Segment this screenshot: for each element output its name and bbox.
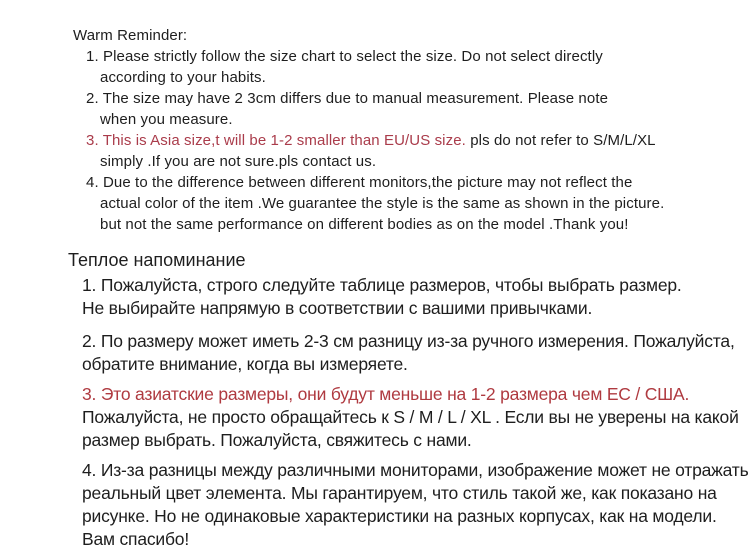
ru-item4-line3: рисунке. Но не одинаковые характеристики на разных корпусах, как на модели. xyxy=(82,506,717,526)
en-item3-red-text: 3. This is Asia size,t will be 1-2 smaller than EU/US size. xyxy=(86,132,466,149)
ru-item4-line1: 4. Из-за разницы между различными мониторами, изображение может не отражать xyxy=(82,460,749,480)
ru-item2-line1: 2. По размеру может иметь 2-3 см разницу из-за ручного измерения. Пожалуйста, xyxy=(82,331,735,351)
english-title: Warm Reminder: xyxy=(73,27,188,44)
ru-item1-line2: Не выбирайте напрямую в соответствии с вашими привычками. xyxy=(82,298,593,318)
ru-item4-line4: Вам спасибо! xyxy=(82,529,190,549)
russian-reminder-section xyxy=(0,246,750,551)
ru-item2-line2: обратите внимание, когда вы измеряете. xyxy=(82,354,408,374)
english-reminder-section xyxy=(0,25,750,235)
en-item3-line2: simply .If you are not sure.pls contact us. xyxy=(100,153,377,170)
en-item3-black-text: pls do not refer to S/M/L/XL xyxy=(470,132,656,149)
ru-item3-line2: Пожалуйста, не просто обращайтесь к S / M / L / XL . Если вы не уверены на какой xyxy=(82,407,739,427)
ru-item3-red-line: 3. Это азиатские размеры, они будут меньше на 1-2 размера чем ЕС / США. xyxy=(82,384,690,404)
en-item2-line1: 2. The size may have 2 3cm differs due to manual measurement. Please note xyxy=(86,90,609,107)
en-item1-line2: according to your habits. xyxy=(100,69,266,86)
en-item4-line3: but not the same performance on different bodies as on the model .Thank you! xyxy=(100,216,629,233)
en-item1-line1: 1. Please strictly follow the size chart to select the size. Do not select directly xyxy=(86,48,603,65)
russian-title: Теплое напоминание xyxy=(68,250,246,270)
en-item3-line1 xyxy=(86,130,750,151)
en-item2-line2: when you measure. xyxy=(100,111,233,128)
en-item4-line1: 4. Due to the difference between different monitors,the picture may not reflect the xyxy=(86,174,633,191)
ru-item4-line2: реальный цвет элемента. Мы гарантируем, что стиль такой же, как показано на xyxy=(82,483,717,503)
en-item4-line2: actual color of the item .We guarantee the style is the same as shown in the picture. xyxy=(100,195,665,212)
ru-item3-line3: размер выбрать. Пожалуйста, свяжитесь с нами. xyxy=(82,430,472,450)
ru-item1-line1: 1. Пожалуйста, строго следуйте таблице размеров, чтобы выбрать размер. xyxy=(82,275,682,295)
